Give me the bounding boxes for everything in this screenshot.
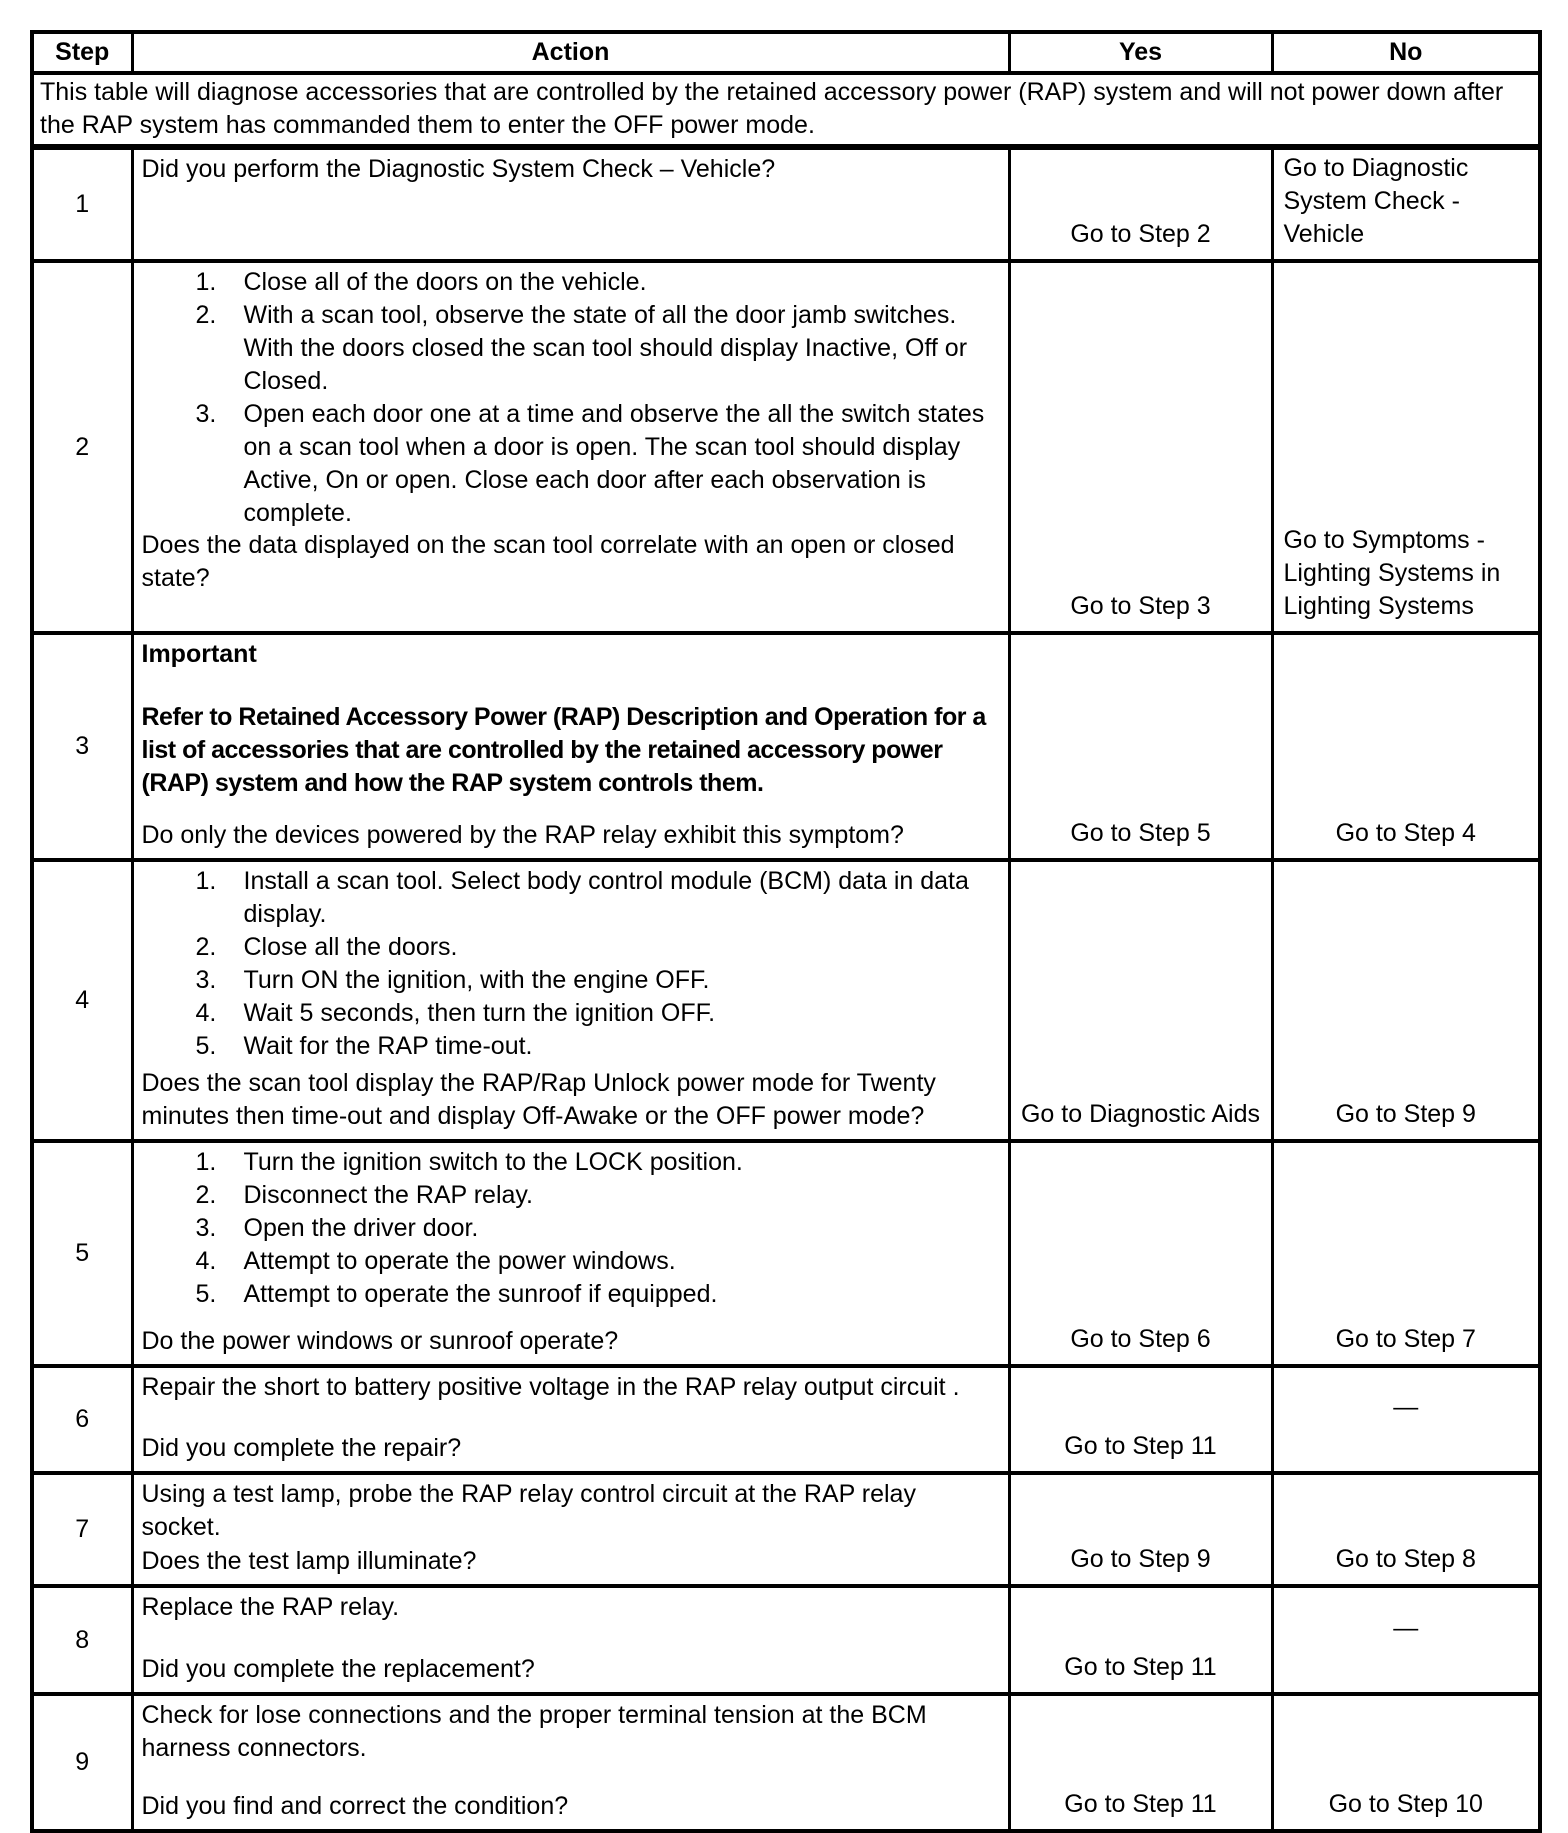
step-number: 3 [32,633,132,860]
action-question: Did you complete the repair? [141,1434,462,1462]
step-number: 6 [32,1366,132,1473]
yes-result: Go to Step 9 [1009,1473,1272,1586]
action-list-item: Close all the doors. [243,933,458,961]
action-cell [132,1473,1009,1586]
table-row [32,147,1540,261]
action-list-item: Wait 5 seconds, then turn the ignition OFF. [243,999,716,1027]
action-question: Does the scan tool display the RAP/Rap Unlock power mode for Twenty minutes then time-out and display Off-Awake or the OFF power mode? [141,1069,936,1130]
yes-result: Go to Step 3 [1009,261,1272,633]
action-cell [132,147,1009,261]
yes-result: Go to Step 11 [1009,1586,1272,1694]
intro-row [32,73,1540,147]
column-header-action: Action [132,32,1009,73]
yes-result: Go to Step 11 [1009,1694,1272,1831]
important-text: Refer to Retained Accessory Power (RAP) Description and Operation for a list of accessories that are controlled by the retained accessory power (RAP) system and how the RAP system controls them. [141,703,986,797]
column-header-yes: Yes [1009,32,1272,73]
step-number: 4 [32,860,132,1141]
action-list-item: Disconnect the RAP relay. [243,1181,533,1209]
yes-result: Go to Step 5 [1009,633,1272,860]
action-list [142,266,1000,530]
action-list [142,1146,1000,1311]
action-cell [132,1694,1009,1831]
action-cell [132,633,1009,860]
action-cell [132,1586,1009,1694]
action-statement: Using a test lamp, probe the RAP relay control circuit at the RAP relay socket. [141,1480,916,1541]
table-intro: This table will diagnose accessories that are controlled by the retained accessory power (RAP) system and will not power down after the RAP system has commanded them to enter the OFF power mode. [32,73,1540,147]
action-list-item: Attempt to operate the power windows. [243,1247,676,1275]
no-result: Go to Step 4 [1272,633,1540,860]
yes-result: Go to Diagnostic Aids [1009,860,1272,1141]
action-list-item: Turn the ignition switch to the LOCK position. [243,1148,743,1176]
table-row [32,1473,1540,1586]
column-header-step: Step [32,32,132,73]
action-question: Do only the devices powered by the RAP relay exhibit this symptom? [141,821,904,849]
yes-result: Go to Step 6 [1009,1141,1272,1366]
table-row [32,1694,1540,1831]
header-row [32,32,1540,73]
important-label: Important [141,640,257,668]
table-row [32,1366,1540,1473]
yes-result: Go to Step 2 [1009,147,1272,261]
yes-result: Go to Step 11 [1009,1366,1272,1473]
action-list-item: Turn ON the ignition, with the engine OFF. [243,966,710,994]
action-statement: Repair the short to battery positive voltage in the RAP relay output circuit . [141,1373,960,1401]
step-number: 1 [32,147,132,261]
action-question: Does the data displayed on the scan tool correlate with an open or closed state? [141,531,955,592]
step-number: 5 [32,1141,132,1366]
action-list-item: Close all of the doors on the vehicle. [243,268,647,296]
action-list-item: Wait for the RAP time-out. [243,1032,533,1060]
action-cell [132,1141,1009,1366]
no-result: Go to Diagnostic System Check - Vehicle [1272,147,1540,261]
action-statement: Did you perform the Diagnostic System Check – Vehicle? [141,155,776,183]
step-number: 8 [32,1586,132,1694]
no-result: Go to Step 7 [1272,1141,1540,1366]
no-result: Go to Step 9 [1272,860,1540,1141]
action-statement: Replace the RAP relay. [141,1593,400,1621]
action-list-item: With a scan tool, observe the state of all the door jamb switches. With the doors closed the scan tool should display Inactive, Off or Closed. [243,301,968,395]
action-list [142,865,1000,1063]
no-result-dash: — [1272,1586,1540,1694]
diagnostic-table [30,30,1542,1833]
column-header-no: No [1272,32,1540,73]
no-result: Go to Step 8 [1272,1473,1540,1586]
action-question: Does the test lamp illuminate? [141,1547,477,1575]
table-row [32,1586,1540,1694]
table-row [32,633,1540,860]
action-cell [132,1366,1009,1473]
table-row [32,860,1540,1141]
step-number: 7 [32,1473,132,1586]
action-cell [132,860,1009,1141]
action-list-item: Install a scan tool. Select body control module (BCM) data in data display. [243,867,969,928]
table-row [32,1141,1540,1366]
step-number: 9 [32,1694,132,1831]
action-question: Did you find and correct the condition? [141,1792,569,1820]
action-list-item: Open each door one at a time and observe the all the switch states on a scan tool when a door is open. The scan tool should display Active, On or open. Close each door after each observation is complete. [243,400,985,527]
action-list-item: Attempt to operate the sunroof if equipped. [243,1280,718,1308]
no-result: Go to Symptoms - Lighting Systems in Lighting Systems [1272,261,1540,633]
no-result: Go to Step 10 [1272,1694,1540,1831]
action-question: Do the power windows or sunroof operate? [141,1327,619,1355]
action-statement: Check for lose connections and the proper terminal tension at the BCM harness connectors. [141,1701,927,1762]
table-row [32,261,1540,633]
step-number: 2 [32,261,132,633]
no-result-dash: — [1272,1366,1540,1473]
action-question: Did you complete the replacement? [141,1655,535,1683]
action-list-item: Open the driver door. [243,1214,479,1242]
action-cell [132,261,1009,633]
